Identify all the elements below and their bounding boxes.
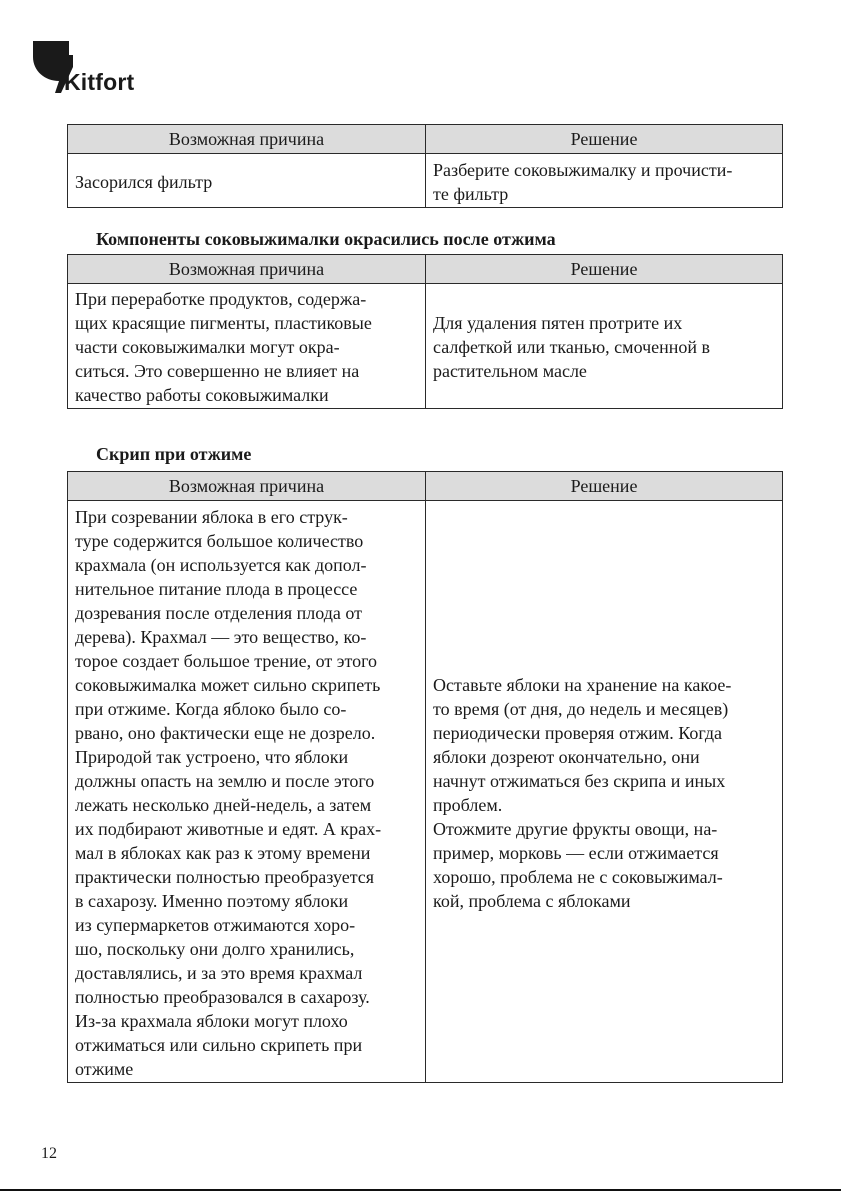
table-header-row — [68, 472, 783, 501]
troubleshooting-table-staining — [67, 254, 783, 409]
section-heading-squeak: Скрип при отжиме — [96, 444, 252, 464]
table-header-row — [68, 125, 783, 154]
troubleshooting-table-filter — [67, 124, 783, 208]
cause-column-header: Возможная причина — [68, 125, 426, 154]
solution-column-header: Решение — [426, 255, 783, 284]
solution-column-header: Решение — [426, 125, 783, 154]
cause-column-header: Возможная причина — [68, 472, 426, 501]
cause-column-header: Возможная причина — [68, 255, 426, 284]
table-row — [68, 501, 783, 1083]
cause-cell: Засорился фильтр — [68, 154, 426, 208]
table-row — [68, 284, 783, 409]
table-row — [68, 154, 783, 208]
solution-cell: Разберите соковыжималку и прочисти- те фильтр — [426, 154, 783, 208]
troubleshooting-table-squeak — [67, 471, 783, 1083]
table-header-row — [68, 255, 783, 284]
page-number: 12 — [41, 1145, 57, 1162]
solution-column-header: Решение — [426, 472, 783, 501]
solution-cell: Для удаления пятен протрите их салфеткой или тканью, смоченной в растительном масле — [426, 284, 783, 409]
brand-name: Kitfort — [64, 69, 135, 95]
cause-cell: При созревании яблока в его струк- туре содержится большое количество крахмала (он используется как допол- нительное питание плода в процессе дозревания после отделения плода от дерева). Крахмал — это вещество, ко- торое создает большое трение, от этого соковыжималка может сильно скрипеть при отжиме. Когда яблоко было со- рвано, оно фактически еще не дозрело. Природой так устроено, что яблоки должны опасть на землю и после этого лежать несколько дней-недель, а затем их подбирают животные и едят. А крах- мал в яблоках как раз к этому времени практически полностью преобразуется в сахарозу. Именно поэтому яблоки из супермаркетов отжимаются хоро- шо, поскольку они долго хранились, доставлялись, и за это время крахмал полностью преобразовался в сахарозу. Из-за крахмала яблоки могут плохо отжиматься или сильно скрипеть при отжиме — [68, 501, 426, 1083]
cause-cell: При переработке продуктов, содержа- щих красящие пигменты, пластиковые части соковыжималки могут окра- ситься. Это совершенно не влияет на качество работы соковыжималки — [68, 284, 426, 409]
section-heading-staining: Компоненты соковыжималки окрасились после отжима — [96, 229, 556, 249]
solution-cell: Оставьте яблоки на хранение на какое- то время (от дня, до недель и месяцев) периодически проверяя отжим. Когда яблоки дозреют окончательно, они начнут отжиматься без скрипа и иных проблем. Отожмите другие фрукты овощи, на- пример, морковь — если отжимается хорошо, проблема не с соковыжимал- кой, проблема с яблоками — [426, 501, 783, 1083]
